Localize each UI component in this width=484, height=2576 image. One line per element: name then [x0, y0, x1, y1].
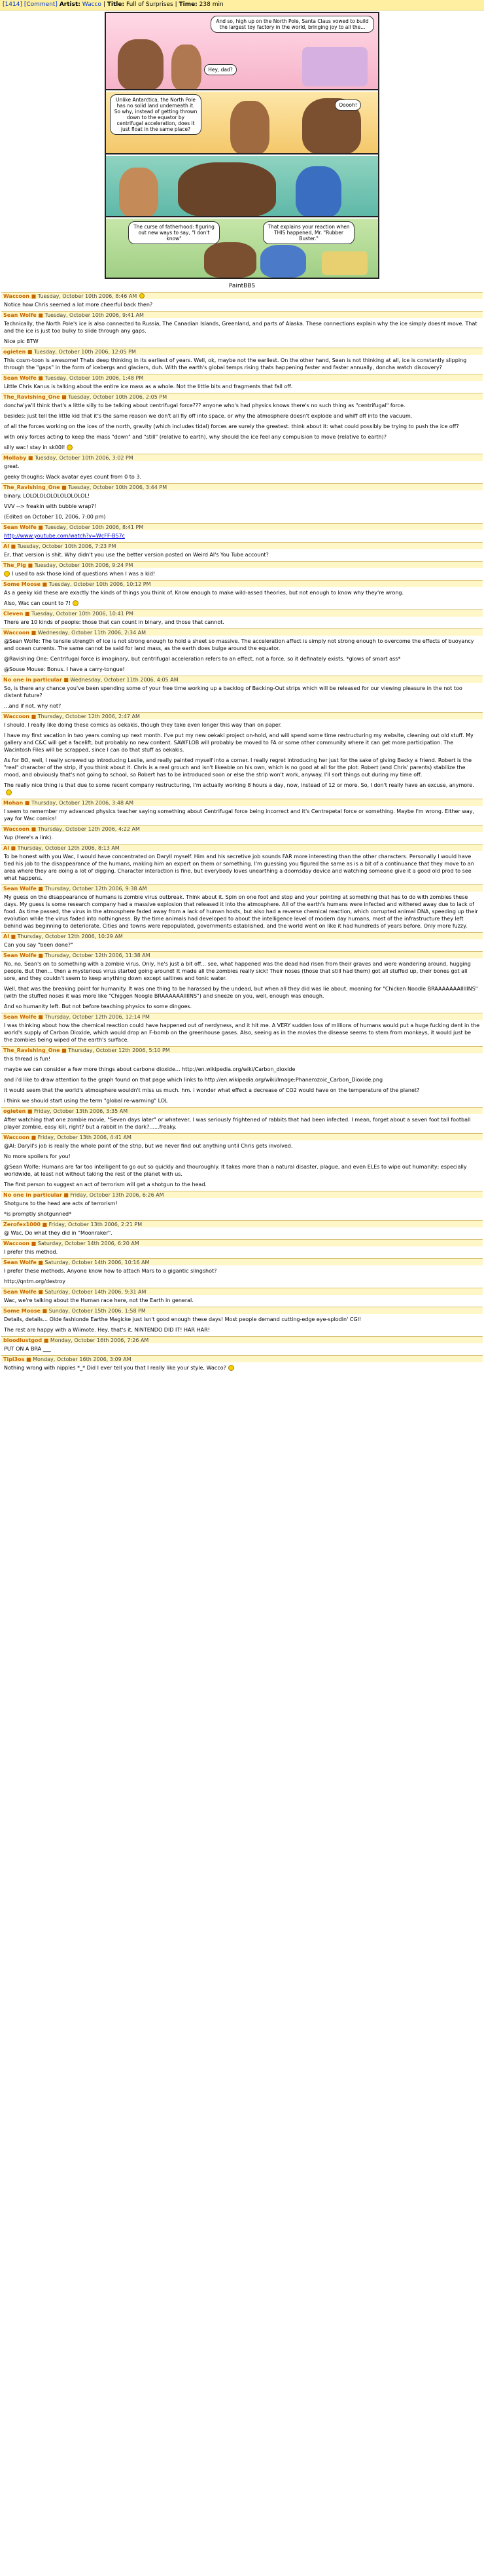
- comment-header: [1, 1220, 483, 1227]
- comment-post: [1, 542, 483, 561]
- comment-date: Monday, October 16th 2006, 7:26 AM: [50, 1337, 149, 1343]
- profile-icon: ■: [60, 484, 69, 490]
- comment-post: [1, 1220, 483, 1239]
- profile-icon: ■: [36, 886, 45, 892]
- comment-body: [1, 1362, 483, 1374]
- comment-body: [1, 299, 483, 311]
- comment-date: Tuesday, October 10th 2006, 8:41 PM: [44, 524, 144, 530]
- profile-icon: ■: [9, 934, 18, 939]
- comment-date: Tuesday, October 10th 2006, 7:23 PM: [17, 543, 116, 549]
- comic-panel-1: [106, 13, 378, 90]
- comment-date: Thursday, October 12th 2006, 12:14 PM: [44, 1014, 150, 1020]
- comment-author-link[interactable]: Mollaby: [3, 455, 27, 461]
- profile-icon: ■: [36, 524, 45, 530]
- profile-icon: ■: [26, 455, 35, 461]
- profile-icon: ■: [9, 845, 18, 851]
- comment-body: [1, 318, 483, 348]
- comic-image: [105, 12, 379, 279]
- comment-date: Thursday, October 12th 2006, 4:22 AM: [37, 826, 140, 832]
- artist-link[interactable]: Wacco: [82, 1, 101, 8]
- comment-date: Tuesday, October 10th 2006, 12:05 PM: [34, 349, 136, 355]
- comment-author-link[interactable]: Sean Wolfe: [3, 886, 37, 892]
- kid-character: [171, 45, 201, 90]
- comment-text: binary. LOLOLOLOLOLOLOLOLOL!: [4, 493, 90, 499]
- comment-text: No, no, Sean's on to something with a zombie virus. Only, he's just a bit off... see, what happened was the dead had risen from their graves and were wandering around, hugging people. But then... then a mysterious virus started going around! It made all the zombies really sick! Their noses (those that still had them) got all stuffed up, their bones got all sore, and they couldn't seem to keep anything down except saltines and tonic water.: [4, 961, 471, 981]
- profile-icon: ■: [60, 1047, 69, 1053]
- comment-body: [1, 1227, 483, 1239]
- comment-author-link[interactable]: Zerofex1000: [3, 1222, 41, 1227]
- comment-text: and i'd like to draw attention to the graph found on that page which links to http://en.wikipedia.org/wiki/Image:Phanerozoic_Carbon_Dioxide.png: [4, 1077, 383, 1083]
- comment-text: @Al: Daryll's job is really the whole point of the strip, but we never find out anything until Chris gets involved.: [4, 1143, 293, 1149]
- comment-author-link[interactable]: Tipi3os: [3, 1356, 25, 1362]
- comment-header: [1, 1133, 483, 1140]
- comment-header: [1, 580, 483, 587]
- comment-header: [1, 951, 483, 958]
- comment-text: @Sean Wolfe: Humans are far too intelligent to go out so quickly and thouroughly. It takes more than a natural disaster, plague, and even ELEs to wipe out humanity; especially worldwide, at least not without taking the rest of the planet with us.: [4, 1164, 467, 1177]
- comment-text: I seem to remember my advanced physics teacher saying something about Centrifugal force being incorrect and it's Centrepetal force or something. Maybe I'm wrong. Either way, yay for Wac comics!: [4, 808, 475, 822]
- mother-character: [296, 166, 341, 217]
- comment-text: Well, that was the breaking point for humanity. It was one thing to be harassed by the undead, but when all they did was lie about, moaning for "Chicken Noodle BRAAAAAAAIIIIINS" (with the stuffed noses it was more like "Chiggen Noogle BRAAAAAAIIIINS") and sneeze on you, well, enough was enough.: [4, 986, 478, 999]
- draw-time: 238 min: [199, 1, 224, 8]
- comment-body: [1, 1020, 483, 1046]
- comment-date: Tuesday, October 10th 2006, 3:02 PM: [34, 455, 133, 461]
- comment-header: [1, 1307, 483, 1314]
- title-bar: [1414] [Comment] Artist: Wacco | Title: Full of Surprises | Time: 238 min: [0, 0, 484, 10]
- comment-header: [1, 676, 483, 683]
- artist-label: Artist:: [59, 1, 80, 8]
- post-id-link[interactable]: [1414]: [3, 1, 22, 8]
- comment-post: [1, 454, 483, 483]
- comment-post: [1, 523, 483, 542]
- comment-post: [1, 1307, 483, 1336]
- comment-text: Can you say "been done?": [4, 942, 73, 948]
- comment-post: [1, 1355, 483, 1374]
- comment-text: So, is there any chance you've been spending some of your free time working up a backlog of Backing-Out strips which will be released for our viewing pleasure in the not too distant future?: [4, 685, 462, 698]
- comment-date: Tuesday, October 10th 2006, 9:41 AM: [44, 312, 144, 318]
- profile-icon: ■: [29, 826, 38, 832]
- comment-date: Thursday, October 12th 2006, 3:48 AM: [31, 800, 134, 806]
- comment-post: [1, 712, 483, 799]
- comment-text: The really nice thing is that due to some recent company restructuring, I'm actually working 8 hours a day, now, instead of 12 or more. So, I don't really have an excuse, anymore.: [4, 782, 474, 788]
- comment-link[interactable]: http://www.youtube.com/watch?v=WcFF-BS7c: [4, 533, 125, 539]
- comment-post: [1, 1013, 483, 1046]
- comment-body: [1, 355, 483, 374]
- comment-post: [1, 292, 483, 311]
- comment-author-link[interactable]: Al: [3, 543, 9, 549]
- smiley-icon: [73, 600, 78, 606]
- comment-header: [1, 1046, 483, 1053]
- profile-icon: ■: [42, 1337, 50, 1343]
- mother-character: [260, 245, 306, 278]
- comment-date: Tuesday, October 10th 2006, 10:12 PM: [48, 581, 151, 587]
- comment-post: [1, 1133, 483, 1191]
- profile-icon: ■: [29, 1241, 38, 1246]
- comment-text: No more spoilers for you!: [4, 1153, 71, 1159]
- comment-author-link[interactable]: Sean Wolfe: [3, 312, 37, 318]
- comment-text: My guess on the disappearance of humans is zombie virus outbreak. Think about it. Spin on one foot and stop and your pointing at something that has to do with zombies these days. My guess is some research company had a massive explosion that released it into the atmosphere. All of the earth's humans were infected and withered away due to lack of food. As time passed, the virus in the atmosphere faded away from a lack of human hosts, but also had a reverse chemical reaction, which corrupted animal DNA, speeding up their evolution while the virus faded into nothingness. By the time animals had developed to about the intelligence level of modern day humans, most of the infrastructure they left behind was beginning to deteriorate. Cities and towns were repopulated, governments established, and the world went on like it had hundreds of years before. Only more fuzzy.: [4, 894, 478, 929]
- comment-text: To be honest with you Wac, I would have concentrated on Daryll myself. Him and his secretive job sounds FAR more interesting than the other characters. Personally I would have tied his job to the disappearance of the humans, making him an expert on them or something. I'm guessing you figured the same as is a bit of a continuance that they move to an area where they are doing a lot of digging. Character interaction is fine, but everybody loves unearthing a doomsday device and watching someone give it a good old prod to see what happens.: [4, 854, 474, 881]
- comment-header: [1, 483, 483, 490]
- comment-author-link[interactable]: Waccoon: [3, 1134, 30, 1140]
- comment-text: I used to ask those kind of questions when I was a kid!: [12, 571, 156, 577]
- speech-bubble: Hey, dad?: [204, 64, 237, 75]
- profile-icon: ■: [9, 543, 18, 549]
- armchair: [302, 47, 368, 86]
- artwork-title: Full of Surprises: [126, 1, 173, 8]
- comment-post: [1, 483, 483, 523]
- comment-text: PUT ON A BRA ___: [4, 1346, 51, 1352]
- comment-date: Tuesday, October 10th 2006, 2:05 PM: [68, 394, 167, 400]
- comment-text: I have my first vacation in two years coming up next month. I've put my new oekaki project on-hold, and will spend some time restructuring my website, cleaning out old stuff. My gallery and C&C will get a facelift, but probably no new content. SAWFLOB will probably be moved to FA or some other community where it can get more participation. The Wacintosh Files will be scrapped, since I can do that stuff as oekakis.: [4, 733, 474, 753]
- comment-text: Er, that version is shit. Why didn't you use the better version posted on Weird Al's You Tube account?: [4, 552, 269, 558]
- comment-date: Tuesday, October 10th 2006, 8:46 AM: [37, 293, 137, 299]
- comment-author-link[interactable]: Al: [3, 845, 9, 851]
- board-title: PaintBBS: [228, 283, 256, 289]
- comment-body: [1, 617, 483, 628]
- comment-date: Thursday, October 12th 2006, 10:29 AM: [17, 934, 123, 939]
- comment-body: [1, 530, 483, 542]
- comment-text: VVV --> freakin with bubble wrap?!: [4, 503, 96, 509]
- comment-header: [1, 1288, 483, 1295]
- comment-text: And so humanity left. But not before teaching physics to some dingoes.: [4, 1004, 192, 1009]
- comment-text: @ Wac. Do what they did in "Moonraker".: [4, 1230, 112, 1236]
- comment-body: [1, 1246, 483, 1258]
- comment-body: [1, 400, 483, 454]
- comment-date: Friday, October 13th 2006, 2:21 PM: [48, 1222, 143, 1227]
- profile-icon: ■: [36, 375, 45, 381]
- comment-date: Monday, October 16th 2006, 3:09 AM: [33, 1356, 131, 1362]
- comment-text: Details, details... Olde fashionde Earthe Magicke just isn't good enough these days! Most people demand cutting-edge eye-splodin' CGI!: [4, 1316, 362, 1322]
- comment-date: Thursday, October 12th 2006, 11:38 AM: [44, 952, 150, 958]
- father-character: [204, 242, 256, 278]
- title-label: Title:: [107, 1, 125, 8]
- comment-date: Thursday, October 12th 2006, 9:38 AM: [44, 886, 147, 892]
- comment-header: [1, 1336, 483, 1343]
- comment-header: [1, 561, 483, 568]
- comment-date: Saturday, October 14th 2006, 6:20 AM: [37, 1241, 139, 1246]
- comment-body: [1, 568, 483, 580]
- comment-text: This cosm-toon is awesome! Thats deep thinking in its earliest of years. Well, ok, maybe not the earliest. On the other hand, Sean is not thinking at all, ice is constantly slipping through the "gaps" in the form of icebergs and glaciers, duh. With the earth's global temps rising thats happening faster and faster annually, doncha watch discovery?: [4, 357, 467, 371]
- comment-date: Saturday, October 14th 2006, 10:16 AM: [44, 1260, 150, 1265]
- comment-header: [1, 1191, 483, 1198]
- comment-body: [1, 461, 483, 483]
- profile-icon: ■: [24, 1356, 33, 1362]
- comment-post: [1, 1046, 483, 1107]
- profile-icon: ■: [60, 394, 69, 400]
- comment-header: [1, 311, 483, 318]
- profile-icon: ■: [40, 581, 49, 587]
- comment-header: [1, 454, 483, 461]
- profile-icon: ■: [29, 630, 38, 636]
- father-character: [178, 162, 276, 217]
- comment-text: The first person to suggest an act of terrorism will get a shotgun to the head.: [4, 1182, 207, 1188]
- comment-post: [1, 1107, 483, 1133]
- comment-header: [1, 393, 483, 400]
- comment-author-link[interactable]: ogieten: [3, 349, 26, 355]
- smiley-icon: [139, 293, 145, 299]
- comment-text: As for BO, well, I really screwed up introducing Leslie, and really painted myself into a corner. I really regret introducing her just for the sake of giving Becky a friend. Robert is the "real" character of the strip, if you think about it. Chris is a real grouch and isn't likeable on his own, which is no good at all for the plot. Robert (and Chris' parents) stabilize the mood, and obviously that's not going to school, so Robert has to be introduced soon or else the strip won't work, anyway. I'll sort things out during my time off.: [4, 757, 472, 778]
- comment-body: [1, 490, 483, 523]
- comment-author-link[interactable]: Cleven: [3, 611, 24, 617]
- comment-text: it would seem that the world's atmosphere wouldn't miss us much. hm. i wonder what effect a decrease of CO2 would have on the temperature of the planet?: [4, 1087, 420, 1093]
- comment-author-link[interactable]: The_Pig: [3, 562, 26, 568]
- comment-post: [1, 884, 483, 932]
- comment-text: maybe we can consider a few more things about carbone dioxide... http://en.wikipedia.org/wiki/Carbon_dioxide: [4, 1066, 296, 1072]
- profile-icon: ■: [29, 714, 38, 719]
- comment-text: http://qntm.org/destroy: [4, 1279, 65, 1284]
- comment-date: Tuesday, October 10th 2006, 10:41 PM: [31, 611, 133, 617]
- comment-date: Tuesday, October 10th 2006, 9:24 PM: [34, 562, 133, 568]
- comment-author-link[interactable]: Al: [3, 934, 9, 939]
- comment-post: [1, 561, 483, 580]
- comment-body: [1, 719, 483, 799]
- comment-body: [1, 1140, 483, 1191]
- comment-post: [1, 951, 483, 1013]
- profile-icon: ■: [36, 952, 45, 958]
- comment-date: Sunday, October 15th 2006, 1:58 PM: [48, 1308, 146, 1314]
- comment-date: Wednesday, October 11th 2006, 2:34 AM: [37, 630, 146, 636]
- comment-header: [1, 1258, 483, 1265]
- comic-panel-4: [106, 219, 378, 278]
- comment-date: Wednesday, October 11th 2006, 4:05 AM: [70, 677, 179, 683]
- comment-text: I was thinking about how the chemical reaction could have happened out of nerdyness, and it hit me. A VERY sudden loss of millions of humans would put a huge fucking dent in the world's supply of Carbon Dioxide, which would drop an F-bomb on the greenhouse gases. Also, seeing as in the movies the disease seems to stem from monkeys, it would just be the zombies being wiped of the earth's surface.: [4, 1023, 479, 1043]
- comment-post: [1, 580, 483, 609]
- comment-date: Thursday, October 12th 2006, 5:10 PM: [68, 1047, 170, 1053]
- comment-post: [1, 1336, 483, 1355]
- father-character: [118, 39, 164, 90]
- comment-text: silly wac! stay in sk00l!: [4, 444, 65, 450]
- comment-body: [1, 1314, 483, 1336]
- comment-text: Shotguns to the head are acts of terrorism!: [4, 1201, 118, 1206]
- comment-body: [1, 806, 483, 825]
- comment-header: [1, 1355, 483, 1362]
- comment-post: [1, 628, 483, 676]
- comment-body: [1, 683, 483, 712]
- comment-body: [1, 587, 483, 609]
- comment-date: Thursday, October 12th 2006, 2:47 AM: [37, 714, 140, 719]
- comment-body: [1, 958, 483, 1013]
- comment-author-link[interactable]: The_Ravishing_One: [3, 484, 60, 490]
- comment-link[interactable]: [Comment]: [24, 1, 58, 8]
- comment-post: [1, 1288, 483, 1307]
- comment-post: [1, 348, 483, 374]
- comment-header: [1, 374, 483, 381]
- comment-author-link[interactable]: The_Ravishing_One: [3, 394, 60, 400]
- comment-text: @Souse Mouse: Bonus. I have a carry-tongue!: [4, 666, 125, 672]
- comment-text: I prefer these methods. Anyone know how to attach Mars to a gigantic slingshot?: [4, 1268, 217, 1274]
- profile-icon: ■: [23, 800, 31, 806]
- comment-text: this thread is fun!: [4, 1056, 51, 1062]
- profile-icon: ■: [36, 1014, 45, 1020]
- comment-text: There are 10 kinds of people: those that can count in binary, and those that cannot.: [4, 619, 224, 625]
- comment-post: [1, 393, 483, 454]
- comment-date: Friday, October 13th 2006, 4:41 AM: [37, 1134, 131, 1140]
- speech-bubble: The curse of fatherhood: figuring out new ways to say, "I don't know": [128, 221, 220, 244]
- comment-author-link[interactable]: Sean Wolfe: [3, 1289, 37, 1295]
- comment-header: [1, 799, 483, 806]
- comment-body: [1, 1295, 483, 1307]
- comment-post: [1, 799, 483, 825]
- comment-author-link[interactable]: Some Moose: [3, 1308, 41, 1314]
- profile-icon: ■: [26, 349, 34, 355]
- comment-author-link[interactable]: Waccoon: [3, 826, 30, 832]
- profile-icon: ■: [40, 1308, 49, 1314]
- profile-icon: ■: [36, 1260, 45, 1265]
- character: [119, 168, 158, 217]
- comment-text: As a geeky kid these are exactly the kinds of things you think of. Know enough to make wild-assed theories, but not enough to know why they're wrong.: [4, 590, 404, 596]
- comment-text: i think we should start using the term "global re-warming" LOL: [4, 1098, 168, 1104]
- comment-post: [1, 676, 483, 712]
- smiley-icon: [4, 571, 10, 577]
- comment-body: [1, 381, 483, 393]
- comment-post: [1, 1239, 483, 1258]
- comment-text: ...and if not, why not?: [4, 703, 61, 709]
- comment-body: [1, 1114, 483, 1133]
- speech-bubble: Unlike Antarctica, the North Pole has no solid land underneath it. So why, instead of getting thrown down to the equator by centrifugal acceleration, does it just float in the same place?: [110, 94, 201, 135]
- comment-text: of all the forces working on the ices of the north, gravity (which includes tidal) forces are surely the greatest. think about it: what could possibly be trying to push the ice off?: [4, 424, 459, 429]
- comment-text: besides: just tell the little kid that it's the same reason we don't all fly off into space. or why the atmosphere doesn't explode and whiff off into the vacuum.: [4, 413, 413, 419]
- profile-icon: ■: [29, 1134, 38, 1140]
- comment-date: Tuesday, October 10th 2006, 3:44 PM: [68, 484, 167, 490]
- comment-post: [1, 609, 483, 628]
- comment-author-link[interactable]: Sean Wolfe: [3, 375, 37, 381]
- comment-author-link[interactable]: No one in particular: [3, 1192, 62, 1198]
- smiley-icon: [67, 444, 73, 450]
- comment-author-link[interactable]: Sean Wolfe: [3, 524, 37, 530]
- speech-bubble: Ooooh!: [335, 100, 361, 111]
- comment-header: [1, 884, 483, 892]
- profile-icon: ■: [26, 562, 35, 568]
- comment-header: [1, 712, 483, 719]
- comment-post: [1, 932, 483, 951]
- comment-text: Nothing wrong with nipples *_* Did I ever tell you that I really like your style, Wacco?: [4, 1365, 226, 1371]
- comment-author-link[interactable]: bloodlustgod: [3, 1337, 43, 1343]
- comment-date: Saturday, October 14th 2006, 9:31 AM: [44, 1289, 147, 1295]
- comment-header: [1, 628, 483, 636]
- comment-header: [1, 542, 483, 549]
- comment-author-link[interactable]: Some Moose: [3, 581, 41, 587]
- comment-author-link[interactable]: Sean Wolfe: [3, 952, 37, 958]
- comment-body: [1, 1343, 483, 1355]
- comment-date: Thursday, October 12th 2006, 8:13 AM: [17, 845, 120, 851]
- comment-text: Little Chris Kanus is talking about the entire ice mass as a whole. Not the little bits and fragments that fall off.: [4, 384, 293, 390]
- comment-post: [1, 374, 483, 393]
- comment-header: [1, 1013, 483, 1020]
- comic-panel-2: [106, 92, 378, 154]
- comment-body: [1, 1265, 483, 1288]
- smiley-icon: [6, 789, 12, 795]
- speech-bubble: That explains your reaction when THIS happened, Mr. "Rubber Buster.": [263, 221, 354, 244]
- comment-author-link[interactable]: No one in particular: [3, 677, 62, 683]
- comment-text: (Edited on October 10, 2006, 7:00 pm): [4, 514, 106, 520]
- comment-author-link[interactable]: ogieten: [3, 1108, 26, 1114]
- comment-text: doncha'ya'll think that's a little silly to be talking about centrifugal force??? anyone who's had physics knows there's no such thing as "centrifugal" force.: [4, 403, 406, 408]
- comment-text: @Ravishing One: Centrifugal force is imaginary, but centrifugal acceleration refers to an effect, not a force, so it definately exists. *glows of smart ass*: [4, 656, 401, 662]
- time-label: Time:: [179, 1, 198, 8]
- comment-header: [1, 348, 483, 355]
- comment-text: Nice pic BTW: [4, 338, 39, 344]
- comment-header: [1, 1107, 483, 1114]
- comment-text: Technically, the North Pole's ice is also connected to Russia, The Canadian Islands, Greenland, and parts of Alaska. These connections explain why the ice simply doesnt move. That and the ice is just too bulky to slide through any gaps.: [4, 321, 477, 334]
- comment-body: [1, 1198, 483, 1220]
- profile-icon: ■: [29, 293, 38, 299]
- comment-text: with only forces acting to keep the mass "down" and "still" (relative to earth), why should the ice feel any compulsion to move (relative to earth)?: [4, 434, 387, 440]
- profile-icon: ■: [36, 312, 45, 318]
- comment-header: [1, 523, 483, 530]
- comment-body: [1, 851, 483, 884]
- comment-date: Friday, October 13th 2006, 6:26 AM: [70, 1192, 164, 1198]
- profile-icon: ■: [41, 1222, 49, 1227]
- comment-body: [1, 1053, 483, 1107]
- comment-author-link[interactable]: The_Ravishing_One: [3, 1047, 60, 1053]
- comment-text: Notice how Chris seemed a lot more cheerful back then?: [4, 302, 153, 308]
- comment-author-link[interactable]: Sean Wolfe: [3, 1260, 37, 1265]
- comment-text: The rest are happy with a Wiimote. Hey, that's it, NINTENDO DID IT! HAR HAR!: [4, 1327, 210, 1333]
- profile-icon: ■: [26, 1108, 34, 1114]
- comment-text: I should. I really like doing these comics as oekakis, though they take even longer this way than on paper.: [4, 722, 282, 728]
- comment-text: Also, Wac can count to 7!: [4, 600, 71, 606]
- profile-icon: ■: [61, 1192, 71, 1198]
- comment-text: great.: [4, 463, 20, 469]
- comment-text: @Sean Wolfe: The tensile strength of ice is not strong enough to hold a sheet so massive. The acceleration affect is simply not strong enough to overcome the effects of buoyancy and ocean currents. The same cannot be said for land mass, as the earth does bulge around the equator.: [4, 638, 474, 651]
- comment-author-link[interactable]: Sean Wolfe: [3, 1014, 37, 1020]
- comment-header: [1, 825, 483, 832]
- comment-post: [1, 844, 483, 884]
- kid-character: [230, 101, 269, 154]
- profile-icon: ■: [36, 1289, 45, 1295]
- comment-post: [1, 1258, 483, 1288]
- comment-body: [1, 549, 483, 561]
- comment-header: [1, 932, 483, 939]
- comment-header: [1, 292, 483, 299]
- comment-body: [1, 892, 483, 932]
- comment-date: Tuesday, October 10th 2006, 1:48 PM: [44, 375, 144, 381]
- comment-body: [1, 939, 483, 951]
- comment-header: [1, 844, 483, 851]
- speech-bubble: And so, high up on the North Pole, Santa Claus vowed to build the largest toy factory in the world, bringing joy to all the...: [211, 16, 374, 33]
- comment-author-link[interactable]: Mohan: [3, 800, 24, 806]
- comment-author-link[interactable]: Waccoon: [3, 630, 30, 636]
- comment-text: geeky thoughs: Wack avatar eyes count from 0 to 3.: [4, 474, 141, 480]
- comment-list: [0, 292, 484, 1374]
- comment-header: [1, 1239, 483, 1246]
- comment-author-link[interactable]: Waccoon: [3, 293, 30, 299]
- comment-body: [1, 832, 483, 844]
- smiley-icon: [228, 1365, 234, 1371]
- comment-header: [1, 609, 483, 617]
- comment-text: Yup (Here's a link).: [4, 835, 53, 841]
- comment-text: After watching that one zombie movie, "Seven days later" or whatever, I was seriously frightened of rabbits that had been infected. I mean, forget about a seven foot tall football player zombie, easy kill, right? but a rabbit in the dark?......freaky.: [4, 1117, 471, 1130]
- comment-author-link[interactable]: Waccoon: [3, 714, 30, 719]
- comic-panel-3: [106, 156, 378, 217]
- comment-text: *is promptly shotgunned*: [4, 1211, 72, 1217]
- comment-post: [1, 311, 483, 348]
- comment-text: Wac, we're talking about the Human race here, not the Earth in general.: [4, 1297, 194, 1303]
- comment-post: [1, 825, 483, 844]
- lamp: [322, 251, 368, 275]
- comment-body: [1, 636, 483, 676]
- comment-date: Friday, October 13th 2006, 3:35 AM: [34, 1108, 128, 1114]
- comment-post: [1, 1191, 483, 1220]
- profile-icon: ■: [23, 611, 32, 617]
- comment-text: I prefer this method.: [4, 1249, 58, 1255]
- comment-author-link[interactable]: Waccoon: [3, 1241, 30, 1246]
- profile-icon: ■: [61, 677, 71, 683]
